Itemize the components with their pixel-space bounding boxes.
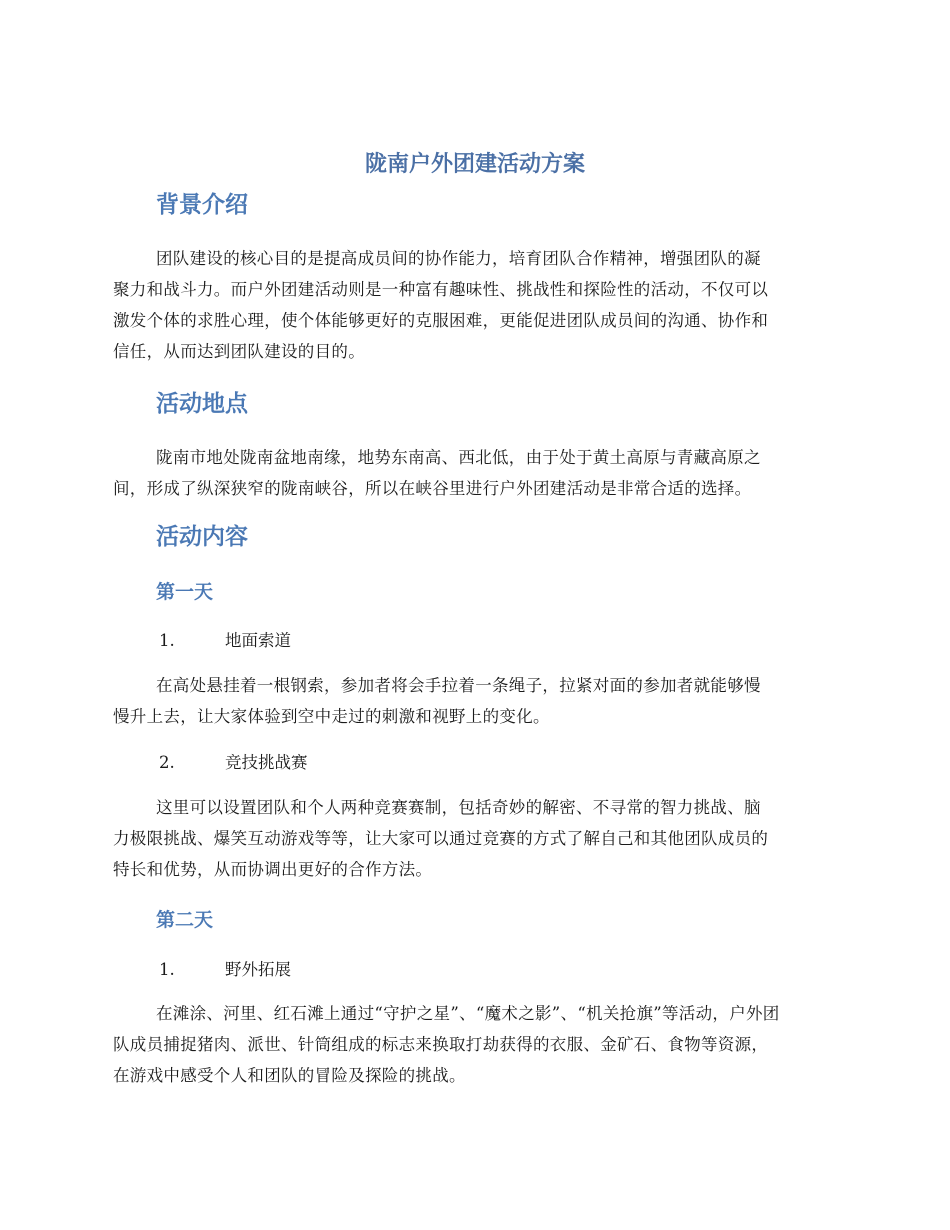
day1-heading-block (113, 579, 839, 605)
paragraph-line: 在游戏中感受个人和团队的冒险及探险的挑战。 (113, 1066, 466, 1085)
day1-item1 (113, 628, 839, 654)
location-paragraph (113, 442, 839, 504)
paragraph-line: 特长和优势，从而协调出更好的合作方法。 (113, 860, 433, 879)
section-content (113, 522, 839, 552)
section-location (113, 389, 839, 419)
day1-item2 (113, 750, 839, 776)
list-item (113, 750, 839, 776)
paragraph-line: 信任，从而达到团队建设的目的。 (113, 342, 365, 361)
document-title: 陇南户外团建活动方案 (364, 152, 585, 177)
paragraph-line: 团队建设的核心目的是提高成员间的协作能力，培育团队合作精神，增强团队的凝 (156, 249, 761, 268)
paragraph-line: 聚力和战斗力。而户外团建活动则是一种富有趣味性、挑战性和探险性的活动，不仅可以 (113, 280, 769, 299)
list-number: 2. (159, 753, 175, 772)
list-number: 1. (159, 631, 175, 650)
day2-item1-paragraph (113, 998, 839, 1091)
list-label: 地面索道 (225, 631, 291, 650)
section-heading-background: 背景介绍 (156, 192, 248, 218)
list-label: 野外拓展 (225, 960, 291, 979)
paragraph-line: 陇南市地处陇南盆地南缘，地势东南高、西北低，由于处于黄土高原与青藏高原之 (156, 448, 761, 467)
paragraph-line: 在滩涂、河里、红石滩上通过“守护之星”、“魔术之影”、“机关抢旗”等活动，户外团 (156, 1004, 780, 1023)
list-item (113, 957, 839, 983)
paragraph-line: 力极限挑战、爆笑互动游戏等等，让大家可以通过竞赛的方式了解自己和其他团队成员的 (113, 829, 769, 848)
paragraph-line: 这里可以设置团队和个人两种竞赛赛制，包括奇妙的解密、不寻常的智力挑战、脑 (156, 798, 761, 817)
section-heading-location: 活动地点 (156, 391, 248, 417)
day2-item1 (113, 957, 839, 983)
subheading-day2: 第二天 (156, 909, 214, 931)
paragraph-line: 慢升上去，让大家体验到空中走过的刺激和视野上的变化。 (113, 707, 550, 726)
list-label: 竞技挑战赛 (225, 753, 308, 772)
day2-heading-block (113, 907, 839, 933)
paragraph-line: 队成员捕捉猪肉、派世、针筒组成的标志来换取打劫获得的衣服、金矿石、食物等资源， (113, 1035, 769, 1054)
subheading-day1: 第一天 (156, 581, 214, 603)
paragraph-line: 在高处悬挂着一根钢索，参加者将会手拉着一条绳子，拉紧对面的参加者就能够慢 (156, 676, 761, 695)
section-background (113, 190, 839, 220)
day1-item2-paragraph (113, 792, 839, 885)
background-paragraph (113, 243, 839, 367)
list-number: 1. (159, 960, 175, 979)
day1-item1-paragraph (113, 670, 839, 732)
paragraph-line: 间，形成了纵深狭窄的陇南峡谷，所以在峡谷里进行户外团建活动是非常合适的选择。 (113, 479, 752, 498)
paragraph-line: 激发个体的求胜心理，使个体能够更好的克服困难，更能促进团队成员间的沟通、协作和 (113, 311, 769, 330)
list-item (113, 628, 839, 654)
section-heading-content: 活动内容 (156, 524, 248, 550)
